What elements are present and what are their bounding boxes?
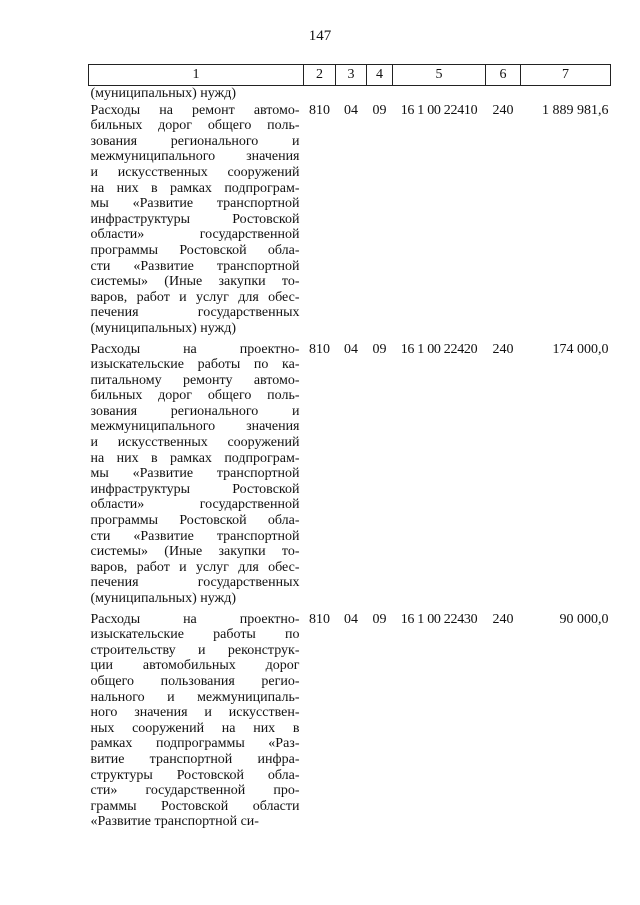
description-line: Расходы на ремонт автомо- [90,102,300,118]
expense-type-code: 240 [492,341,514,357]
description-line: ции автомобильных дорог [90,658,300,674]
description-line: на них в рамках подпрограм- [90,450,300,466]
page-number: 147 [308,28,332,44]
description-line: ных сооружений на них в [90,720,300,736]
description-line: зования регионального и [90,133,300,149]
description-line: межмуниципального значения [90,149,300,165]
description-line: мы «Развитие транспортной [90,196,300,212]
column-header-2: 2 [304,65,336,86]
description-line: изыскательские работы по ка- [90,357,300,373]
table-row [89,341,611,611]
subsection-code: 09 [372,341,387,357]
description-line: инфраструктуры Ростовской [90,481,300,497]
amount-value: 174 000,0 [552,341,609,357]
description-line: сти» государственной про- [90,783,300,799]
description-line: и искусственных сооружений [90,435,300,451]
description-line: «Развитие транспортной си- [90,814,259,830]
description-line: бильных дорог общего поль- [90,388,300,404]
description-line: Расходы на проектно- [90,611,300,627]
column-header-6: 6 [486,65,521,86]
section-code: 04 [344,611,358,627]
description-line: межмуниципального значения [90,419,300,435]
description-line: и искусственных сооружений [90,164,300,180]
description-line: печения государственных [90,305,300,321]
section-code: 04 [344,102,358,118]
description-line: нального и межмуниципаль- [90,689,300,705]
budget-table [88,64,611,834]
column-header-7: 7 [521,65,611,86]
amount-value: 90 000,0 [559,611,609,627]
description-line: на них в рамках подпрограм- [90,180,300,196]
description-line: (муниципальных) нужд) [90,591,237,606]
description-line: рамках подпрограммы «Раз- [90,736,300,752]
description-line: области» государственной [90,227,300,243]
target-article-code: 16 1 00 22410 [400,102,478,118]
table-row [89,102,611,341]
continuation-row [89,86,611,102]
column-header-5: 5 [393,65,486,86]
description-line: сти «Развитие транспортной [90,258,300,274]
target-article-code: 16 1 00 22430 [400,611,478,627]
description-line: изыскательские работы по [90,627,300,643]
target-article-code: 16 1 00 22420 [400,341,478,357]
description-line: варов, работ и услуг для обес- [90,559,300,575]
description-line: печения государственных [90,575,300,591]
description-line: ного значения и искусствен- [90,705,300,721]
column-header-4: 4 [367,65,393,86]
description-line: Расходы на проектно- [90,341,300,357]
description-line: (муниципальных) нужд) [90,320,237,336]
ministry-code: 810 [309,341,330,357]
ministry-code: 810 [309,102,330,118]
ministry-code: 810 [309,611,330,627]
description-line: зования регионального и [90,403,300,419]
expense-description [89,611,304,834]
expense-description [89,102,304,341]
description-line: системы» (Иные закупки то- [90,544,300,560]
description-line: структуры Ростовской обла- [90,767,300,783]
description-line: питальному ремонту автомо- [90,372,300,388]
continuation-text [89,86,304,102]
column-header-3: 3 [336,65,367,86]
expense-description [89,341,304,611]
description-line: варов, работ и услуг для обес- [90,289,300,305]
subsection-code: 09 [372,102,387,118]
description-line: общего пользования регио- [90,673,300,689]
subsection-code: 09 [372,611,387,627]
section-code: 04 [344,341,358,357]
description-line: бильных дорог общего поль- [90,118,300,134]
expense-type-code: 240 [492,611,514,627]
description-line: программы Ростовской обла- [90,513,300,529]
expense-type-code: 240 [492,102,514,118]
description-line: инфраструктуры Ростовской [90,211,300,227]
description-line: сти «Развитие транспортной [90,528,300,544]
description-line: граммы Ростовской области [90,798,300,814]
description-line: строительству и реконструк- [90,642,300,658]
description-line: программы Ростовской обла- [90,242,300,258]
column-header-1: 1 [89,65,304,86]
table-header-row [89,65,611,86]
description-line: мы «Развитие транспортной [90,466,300,482]
description-line: системы» (Иные закупки то- [90,274,300,290]
continuation-line: (муниципальных) нужд) [90,86,237,101]
description-line: области» государственной [90,497,300,513]
table-row [89,611,611,834]
description-line: витие транспортной инфра- [90,751,300,767]
amount-value: 1 889 981,6 [542,102,609,118]
